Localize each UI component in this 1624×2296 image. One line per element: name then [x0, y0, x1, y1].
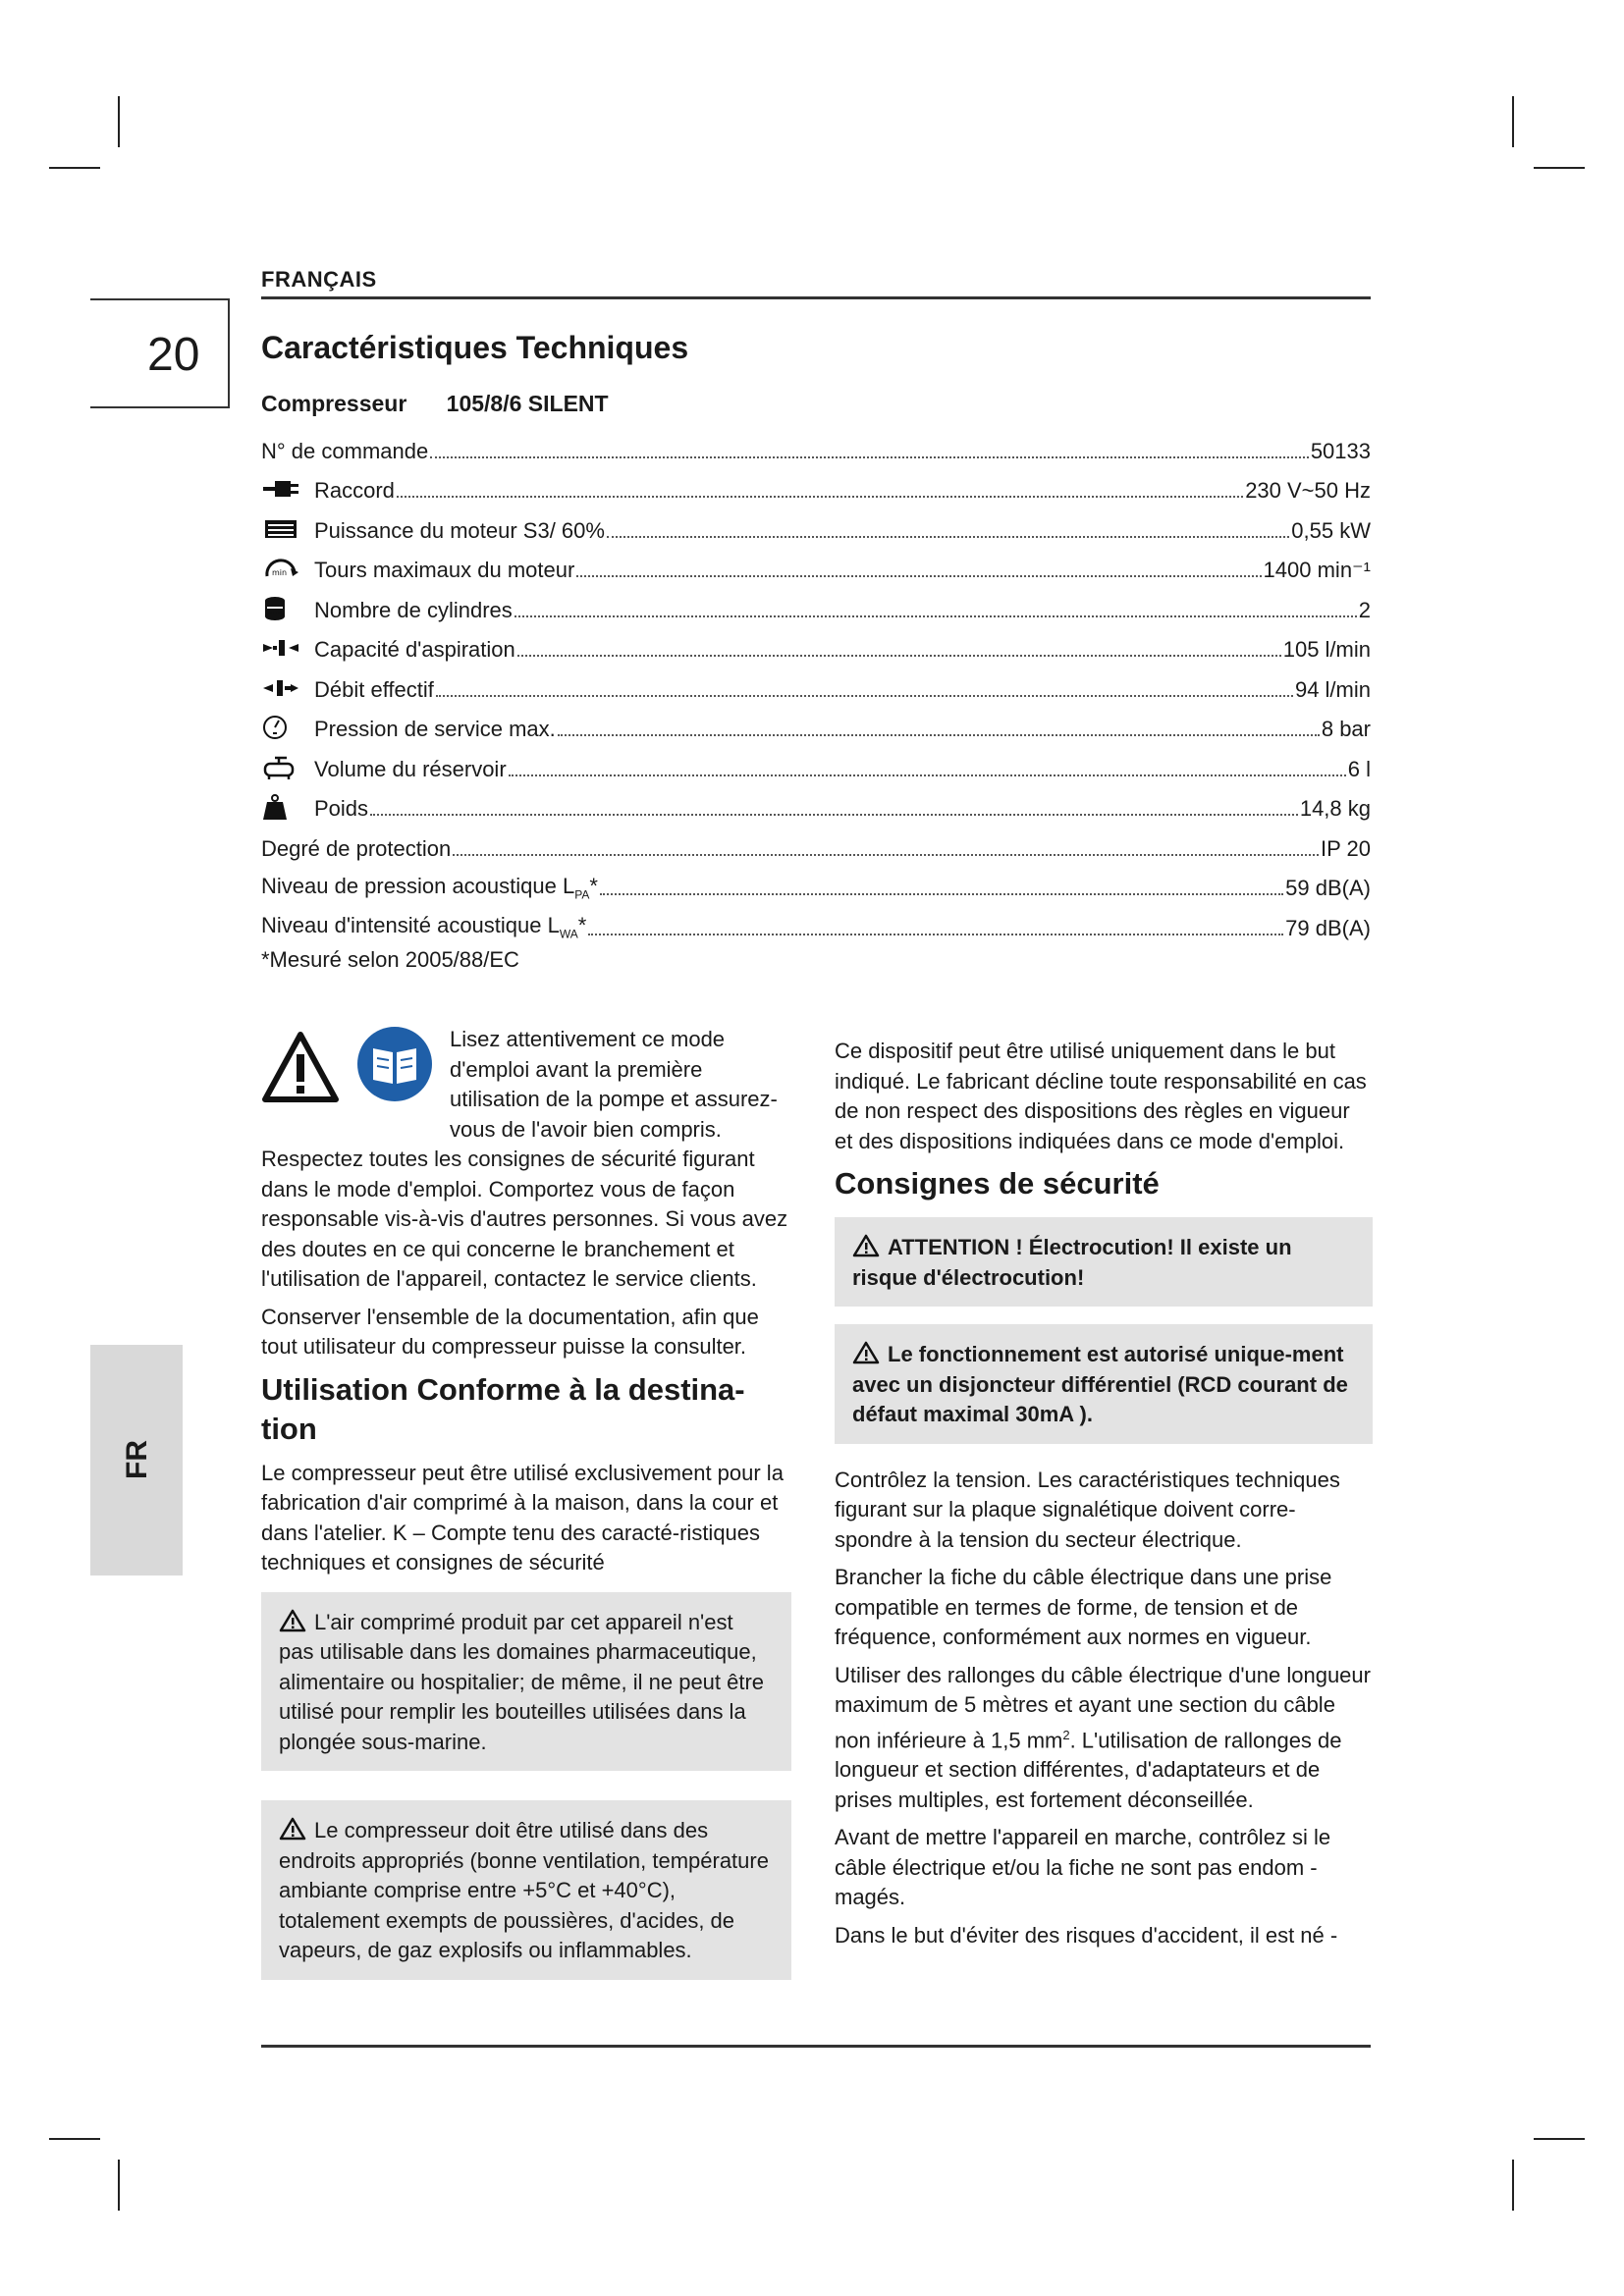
crop-mark: [1534, 2138, 1585, 2140]
spec-value: 1400 min⁻¹: [1263, 558, 1371, 582]
spec-value: 0,55 kW: [1291, 517, 1371, 543]
extension-paragraph: [835, 1661, 1373, 1816]
warning-body: ATTENTION ! Électrocution! Il existe un risque d'électrocution!: [852, 1235, 1292, 1290]
intro-paragraph: Lisez attentivement ce mode d'emploi avant la première utilisation de la pompe et assurez-vous de l'avoir bien compris. Respectez toutes les consignes de sécurité figurant dans le mode d'emploi. Comportez vous de façon responsable vis-à-vis d'autres personnes. Si vous avez des doutes en ce qui concerne le branchement et l'utilisation de l'appareil, contactez le service clients.: [261, 1027, 788, 1291]
leader-dots: [600, 893, 1283, 895]
tank-icon: [261, 753, 314, 782]
crop-mark: [1534, 167, 1585, 169]
crop-mark: [118, 2160, 120, 2211]
spec-label-subscript: WA: [559, 927, 578, 941]
leader-dots: [607, 536, 1289, 538]
rpm-icon: [261, 554, 314, 583]
warning-triangle-icon: [852, 1341, 880, 1364]
spec-label: Nombre de cylindres: [314, 597, 513, 622]
spec-value: 230 V~50 Hz: [1245, 478, 1371, 503]
warning-text: [852, 1340, 1355, 1430]
spec-value: 2: [1358, 597, 1371, 622]
accident-paragraph: Dans le but d'éviter des risques d'accident, il est né -: [835, 1922, 1338, 1948]
crop-mark: [118, 96, 120, 147]
spec-label: Débit effectif: [314, 676, 434, 702]
spec-row: [261, 424, 1371, 464]
spec-value: 6 l: [1347, 756, 1371, 781]
warning-triangle-icon: [279, 1817, 306, 1841]
warning-text: [852, 1233, 1355, 1293]
leader-dots: [576, 575, 1261, 577]
note-text: [279, 1608, 774, 1758]
liability-paragraph: Ce dispositif peut être utilisé uniquement dans le but indiqué. Le fabricant décline toute responsabilité en cas de non respect des dispositions des règles en vigueur et des dispositions indiquées dans ce mode d'emploi.: [835, 1039, 1367, 1153]
keep-docs-paragraph: Conserver l'ensemble de la documentation, afin que tout utilisateur du compresseur puisse la consulter.: [261, 1304, 759, 1359]
leader-dots: [370, 814, 1298, 816]
spec-row: [261, 464, 1371, 505]
leader-dots: [514, 615, 1357, 617]
spec-row: [261, 822, 1371, 862]
cable-check-paragraph: Avant de mettre l'appareil en marche, contrôlez si le câble électrique et/ou la fiche ne sont pas endom - magés.: [835, 1825, 1331, 1910]
spec-label: Poids: [314, 796, 369, 821]
spec-label-suffix: *: [589, 873, 598, 898]
spec-value: 94 l/min: [1294, 676, 1371, 702]
footer-rule: [261, 2045, 1371, 2048]
leader-dots: [453, 854, 1319, 856]
safety-heading: Consignes de sécurité: [835, 1166, 1160, 1201]
spec-label: N° de commande: [261, 438, 429, 463]
extension-text-a: Utiliser des rallonges du câble électrique d'une longueur maximum de 5 mètres et ayant une section du câble non inférieure à 1,5 mm: [835, 1662, 1371, 1752]
leader-dots: [430, 456, 1309, 458]
note-box-environment: [261, 1800, 791, 1980]
header-rule: [261, 296, 1371, 299]
read-manual-icon: [355, 1025, 434, 1103]
specs-title: Caractéristiques Techniques: [261, 330, 689, 365]
spec-row: [261, 703, 1371, 743]
spec-row: [261, 544, 1371, 584]
measurement-note: *Mesuré selon 2005/88/EC: [261, 946, 519, 972]
language-label: FRANÇAIS: [261, 267, 377, 292]
spec-label: Capacité d'aspiration: [314, 637, 515, 662]
svg-text:min: min: [272, 568, 288, 577]
spec-row: [261, 782, 1371, 823]
motor-icon: [261, 514, 314, 544]
warning-triangle-icon: [279, 1609, 306, 1632]
weight-icon: [261, 792, 314, 822]
leader-dots: [397, 496, 1243, 498]
spec-label: Degré de protection: [261, 835, 452, 861]
page-number: 20: [147, 329, 200, 381]
language-side-tab-label: FR: [121, 1440, 153, 1479]
spec-label: Volume du réservoir: [314, 756, 507, 781]
spec-row: [261, 583, 1371, 623]
leader-dots: [558, 734, 1320, 736]
leader-dots: [436, 695, 1293, 697]
spec-value: 59 dB(A): [1285, 876, 1371, 900]
flow-icon: [261, 673, 314, 703]
product-label: Compresseur: [261, 391, 407, 416]
spec-label: Pression de service max.: [314, 717, 556, 741]
spec-label: Tours maximaux du moteur: [314, 558, 575, 582]
crop-mark: [1512, 2160, 1514, 2211]
warning-box-rcd: [835, 1324, 1373, 1444]
right-column: [835, 1037, 1373, 1958]
intro-block: [261, 1025, 791, 1295]
spec-value: 79 dB(A): [1285, 915, 1371, 940]
spec-label: Raccord: [314, 478, 395, 503]
spec-label: [261, 874, 598, 901]
left-column: [261, 1025, 791, 1998]
cylinder-icon: [261, 594, 314, 623]
spec-row: [261, 862, 1371, 902]
note-text: [279, 1816, 774, 1966]
spec-label: Puissance du moteur S3/ 60%: [314, 517, 605, 543]
spec-row: [261, 663, 1371, 703]
leader-dots: [509, 774, 1346, 776]
spec-value: 50133: [1310, 438, 1371, 463]
note-body: L'air comprimé produit par cet appareil n'est pas utilisable dans les domaines pharmaceutique, alimentaire ou hospitalier; de même, il ne peut être utilisé pour remplir les bouteilles utilisées dans la plongée sous-marine.: [279, 1609, 765, 1754]
leader-dots: [517, 655, 1281, 657]
spec-table: [261, 424, 1371, 973]
crop-mark: [49, 2138, 100, 2140]
spec-value: IP 20: [1321, 835, 1371, 861]
suction-icon: [261, 633, 314, 663]
crop-mark: [49, 167, 100, 169]
leader-dots: [588, 934, 1283, 935]
spec-value: 8 bar: [1321, 717, 1371, 741]
spec-row: [261, 742, 1371, 782]
model-line: [261, 391, 642, 417]
spec-row: [261, 504, 1371, 544]
extension-text-b: . L'utilisation de rallonges de longueur et section différentes, d'adaptateurs et de prises multiples, est fortement déconseillée.: [835, 1727, 1342, 1812]
spec-label-subscript: PA: [574, 887, 590, 901]
intro-icons: [261, 1025, 450, 1123]
model-name: 105/8/6 SILENT: [446, 391, 609, 416]
crop-mark: [1512, 96, 1514, 147]
spec-row: [261, 901, 1371, 941]
warning-box-electrocution: [835, 1217, 1373, 1307]
warning-triangle-icon: [852, 1234, 880, 1257]
plug-paragraph: Brancher la fiche du câble électrique dans une prise compatible en termes de forme, de tension et de fréquence, conformément aux normes en vigueur.: [835, 1565, 1332, 1649]
note-body: Le compresseur doit être utilisé dans des endroits appropriés (bonne ventilation, température ambiante comprise entre +5°C et +40°C), totalement exempts de poussières, d'acides, de vapeurs, de gaz explosifs ou inflammables.: [279, 1818, 769, 1962]
warning-triangle-icon: [261, 1031, 340, 1103]
intended-use-heading: Utilisation Conforme à la destina-tion: [261, 1371, 745, 1446]
spec-label-suffix: *: [577, 913, 587, 938]
spec-label-text: Niveau d'intensité acoustique L: [261, 913, 560, 938]
superscript: 2: [1062, 1727, 1070, 1742]
intended-use-paragraph: Le compresseur peut être utilisé exclusivement pour la fabrication d'air comprimé à la maison, dans la cour et dans l'atelier. K – Compte tenu des caracté-ristiques techniques et consignes de sécurité: [261, 1460, 784, 1575]
plug-icon: [261, 474, 314, 504]
note-box-air: [261, 1592, 791, 1772]
spec-value: 105 l/min: [1282, 637, 1371, 662]
voltage-paragraph: Contrôlez la tension. Les caractéristiques techniques figurant sur la plaque signalétique doivent corre-spondre à la tension du secteur électrique.: [835, 1467, 1340, 1552]
spec-label-text: Niveau de pression acoustique L: [261, 873, 575, 898]
spec-row: [261, 623, 1371, 664]
spec-label: [261, 913, 586, 940]
gauge-icon: [261, 713, 314, 742]
spec-value: 14,8 kg: [1299, 796, 1371, 821]
warning-body: Le fonctionnement est autorisé unique-ment avec un disjoncteur différentiel (RCD courant de défaut maximal 30mA ).: [852, 1342, 1348, 1426]
